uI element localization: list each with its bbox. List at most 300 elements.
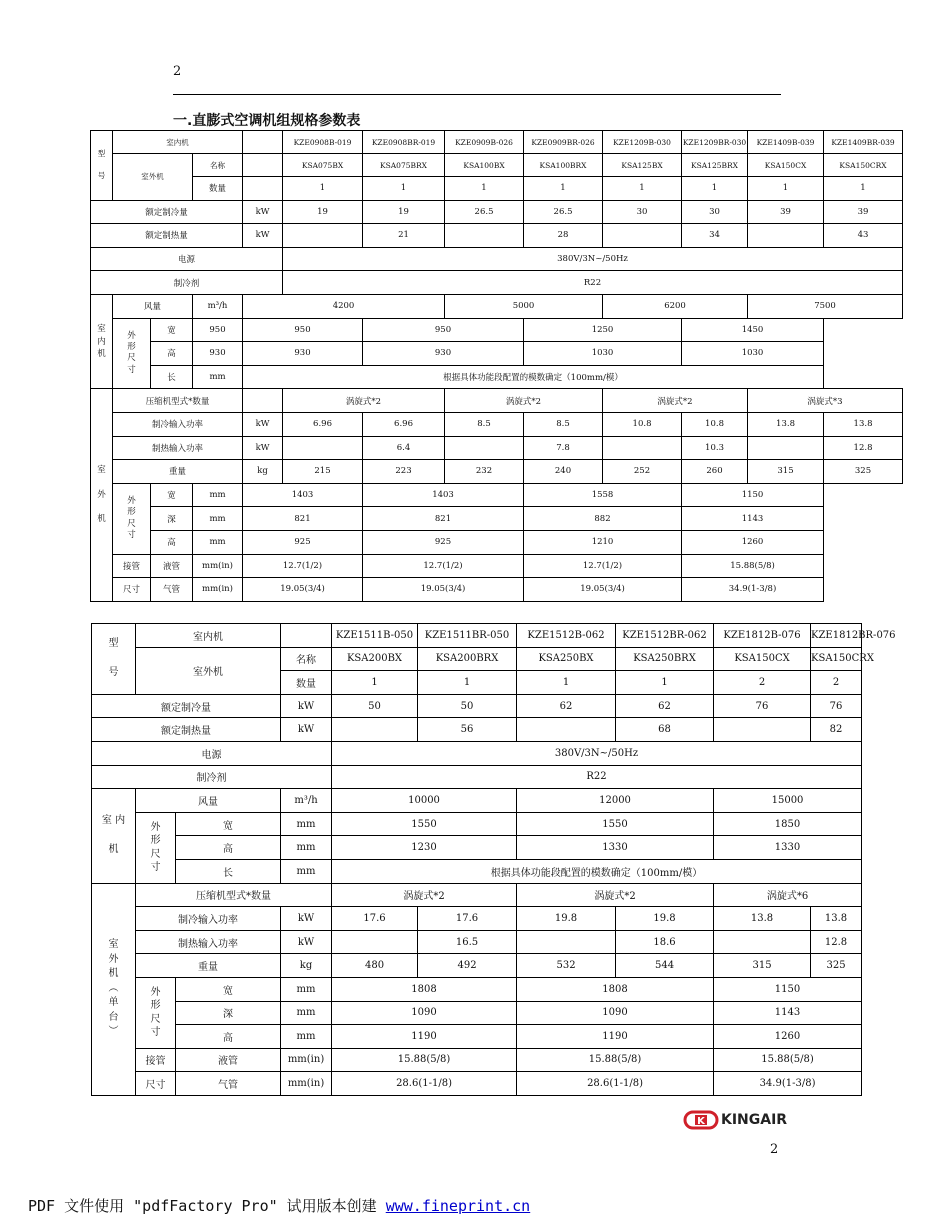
t2-compressor: 涡旋式*6 xyxy=(714,883,862,907)
row-indoor-width xyxy=(92,812,862,836)
unit-mmin: mm(in) xyxy=(281,1072,332,1096)
unit-kw: kW xyxy=(243,224,283,248)
spec-table-2 xyxy=(91,623,896,1096)
t2-airflow: 10000 xyxy=(332,789,517,813)
t2-indoor-width: 1550 xyxy=(517,812,714,836)
t2-length-note: 根据具体功能段配置的模数确定（100mm/模） xyxy=(332,859,862,883)
blank-cell xyxy=(281,624,332,648)
t2-cooling-input: 19.8 xyxy=(616,907,714,931)
t2-gas-pipe: 34.9(1-3/8) xyxy=(714,1072,862,1096)
t1-liquid-pipe: 12.7(1/2) xyxy=(363,554,524,578)
t1-gas-pipe: 19.05(3/4) xyxy=(363,578,524,602)
t1-heating: 34 xyxy=(682,224,748,248)
outdoor-single-section-label: 室 外 机 ︵ 单 台 ︶ xyxy=(92,883,136,1095)
blank-cell xyxy=(243,177,283,201)
unit-kg: kg xyxy=(281,954,332,978)
row-indoor-height xyxy=(92,836,862,860)
t2-airflow: 15000 xyxy=(714,789,862,813)
row-indoor-width xyxy=(91,318,903,342)
depth-label: 深 xyxy=(176,1001,281,1025)
t1-outdoor-width: 1403 xyxy=(363,483,524,507)
t1-heating-input: 7.8 xyxy=(524,436,603,460)
t1-indoor-model: KZE0909BR-026 xyxy=(524,131,603,154)
t1-outdoor-name: KSA125BX xyxy=(603,154,682,177)
page-title: 一.直膨式空调机组规格参数表 xyxy=(173,113,361,129)
t1-indoor-model: KZE1409BR-039 xyxy=(824,131,903,154)
compressor-label: 压缩机型式*数量 xyxy=(136,883,332,907)
row-outdoor-width xyxy=(91,483,903,507)
t2-quantity: 1 xyxy=(517,671,616,695)
unit-kw: kW xyxy=(281,694,332,718)
t2-outdoor-depth: 1143 xyxy=(714,1001,862,1025)
t2-indoor-model: KZE1511BR-050 xyxy=(418,624,517,648)
t1-cooling-input: 10.8 xyxy=(603,412,682,436)
unit-mm: mm xyxy=(281,859,332,883)
t1-outdoor-width: 1150 xyxy=(682,483,824,507)
row-quantity xyxy=(91,177,903,201)
spec-table-1 xyxy=(90,130,903,602)
length-label: 长 xyxy=(151,365,193,389)
t2-heating: 56 xyxy=(418,718,517,742)
t1-cooling-input: 8.5 xyxy=(445,412,524,436)
t1-quantity: 1 xyxy=(524,177,603,201)
t1-cooling: 39 xyxy=(748,200,824,224)
row-heating xyxy=(92,718,862,742)
power-label: 电源 xyxy=(92,741,332,765)
t1-gas-pipe: 19.05(3/4) xyxy=(243,578,363,602)
blank-cell xyxy=(445,224,524,248)
unit-kw: kW xyxy=(243,200,283,224)
t1-outdoor-name: KSA150CX xyxy=(748,154,824,177)
name-label: 名称 xyxy=(281,647,332,671)
t1-cooling-input: 6.96 xyxy=(283,412,363,436)
t2-quantity: 1 xyxy=(616,671,714,695)
t2-heating: 68 xyxy=(616,718,714,742)
t1-indoor-height: 930 xyxy=(243,342,363,366)
row-refrigerant xyxy=(92,765,862,789)
t1-indoor-height: 930 xyxy=(363,342,524,366)
t1-outdoor-name: KSA150CRX xyxy=(824,154,903,177)
t2-cooling: 62 xyxy=(517,694,616,718)
heating-capacity-label: 额定制热量 xyxy=(92,718,281,742)
cooling-capacity-label: 额定制冷量 xyxy=(92,694,281,718)
t2-weight: 544 xyxy=(616,954,714,978)
t2-compressor: 涡旋式*2 xyxy=(517,883,714,907)
unit-kw: kW xyxy=(281,718,332,742)
t1-cooling: 19 xyxy=(283,200,363,224)
t2-weight: 325 xyxy=(811,954,862,978)
airflow-label: 风量 xyxy=(136,789,281,813)
t1-weight: 260 xyxy=(682,460,748,484)
row-compressor xyxy=(92,883,862,907)
quantity-label: 数量 xyxy=(193,177,243,201)
logo-text: KINGAIR xyxy=(721,1112,788,1128)
power-label: 电源 xyxy=(91,247,283,271)
blank-cell xyxy=(714,930,811,954)
row-compressor xyxy=(91,389,903,413)
blank-cell xyxy=(445,436,524,460)
blank-cell xyxy=(243,154,283,177)
t2-cooling-input: 13.8 xyxy=(811,907,862,931)
t2-gas-pipe: 28.6(1-1/8) xyxy=(332,1072,517,1096)
t2-cooling: 76 xyxy=(714,694,811,718)
t2-heating-input: 12.8 xyxy=(811,930,862,954)
row-indoor-length xyxy=(91,365,903,389)
indoor-unit-label: 室内机 xyxy=(136,624,281,648)
row-airflow xyxy=(92,789,862,813)
row-heating-input xyxy=(91,436,903,460)
width-label: 宽 xyxy=(151,318,193,342)
unit-mmin: mm(in) xyxy=(193,554,243,578)
t2-indoor-height: 1330 xyxy=(714,836,862,860)
page-number-bottom: 2 xyxy=(770,1142,779,1157)
unit-mm: mm xyxy=(281,836,332,860)
t2-heating: 82 xyxy=(811,718,862,742)
blank-cell xyxy=(517,930,616,954)
page-number-top: 2 xyxy=(173,64,182,79)
blank-cell xyxy=(714,718,811,742)
t1-quantity: 1 xyxy=(283,177,363,201)
t1-heating-input: 6.4 xyxy=(363,436,445,460)
row-cooling xyxy=(92,694,862,718)
heating-capacity-label: 额定制热量 xyxy=(91,224,243,248)
t2-cooling: 76 xyxy=(811,694,862,718)
kingair-emblem-icon xyxy=(684,1110,718,1130)
model-label: 型 号 xyxy=(92,624,136,695)
t1-airflow: 7500 xyxy=(748,294,903,318)
row-indoor-height xyxy=(91,342,903,366)
cooling-input-label: 制冷输入功率 xyxy=(136,907,281,931)
t2-outdoor-name: KSA200BRX xyxy=(418,647,517,671)
dims-label: 外形尺寸 xyxy=(113,318,151,389)
t1-refrigerant: R22 xyxy=(283,271,903,295)
gas-pipe-label: 气管 xyxy=(176,1072,281,1096)
liquid-pipe-label: 液管 xyxy=(176,1048,281,1072)
t1-outdoor-name: KSA125BRX xyxy=(682,154,748,177)
row-liquid-pipe xyxy=(91,554,903,578)
t2-cooling-input: 17.6 xyxy=(332,907,418,931)
t1-outdoor-depth: 882 xyxy=(524,507,682,531)
t2-indoor-model: KZE1512B-062 xyxy=(517,624,616,648)
t2-weight: 315 xyxy=(714,954,811,978)
t1-outdoor-depth: 821 xyxy=(243,507,363,531)
blank-cell xyxy=(603,436,682,460)
blank-cell xyxy=(517,718,616,742)
pipe-connect-label: 接管 xyxy=(113,554,151,578)
row-cooling-input xyxy=(92,907,862,931)
t1-cooling-input: 10.8 xyxy=(682,412,748,436)
weight-label: 重量 xyxy=(136,954,281,978)
t1-indoor-width: 1450 xyxy=(682,318,824,342)
unit-mm: mm xyxy=(193,530,243,554)
row-outdoor-width xyxy=(92,977,862,1001)
pipe-connect-label: 接管 xyxy=(136,1048,176,1072)
t1-cooling: 26.5 xyxy=(445,200,524,224)
t1-indoor-height: 930 xyxy=(193,342,243,366)
t1-power: 380V/3N~/50Hz xyxy=(283,247,903,271)
t1-heating: 21 xyxy=(363,224,445,248)
t2-heating-input: 16.5 xyxy=(418,930,517,954)
row-power xyxy=(91,247,903,271)
row-cooling-input xyxy=(91,412,903,436)
t1-quantity: 1 xyxy=(363,177,445,201)
t1-weight: 252 xyxy=(603,460,682,484)
t1-outdoor-depth: 1143 xyxy=(682,507,824,531)
pipe-size-label: 尺寸 xyxy=(136,1072,176,1096)
t1-indoor-model: KZE0909B-026 xyxy=(445,131,524,154)
t1-weight: 223 xyxy=(363,460,445,484)
heating-input-label: 制热输入功率 xyxy=(136,930,281,954)
t2-liquid-pipe: 15.88(5/8) xyxy=(332,1048,517,1072)
indoor-section-label: 室 内 机 xyxy=(91,294,113,388)
t1-compressor: 涡旋式*2 xyxy=(603,389,748,413)
t1-indoor-model: KZE1209BR-030 xyxy=(682,131,748,154)
t2-indoor-width: 1850 xyxy=(714,812,862,836)
row-indoor-model xyxy=(92,624,862,648)
width-label: 宽 xyxy=(176,812,281,836)
t1-indoor-model: KZE1209B-030 xyxy=(603,131,682,154)
height-label: 高 xyxy=(151,342,193,366)
row-outdoor-height xyxy=(91,530,903,554)
blank-cell xyxy=(603,224,682,248)
t1-weight: 215 xyxy=(283,460,363,484)
t2-outdoor-name: KSA250BRX xyxy=(616,647,714,671)
t1-indoor-model: KZE1409B-039 xyxy=(748,131,824,154)
t1-liquid-pipe: 12.7(1/2) xyxy=(243,554,363,578)
t2-power: 380V/3N~/50Hz xyxy=(332,741,862,765)
pdf-footer xyxy=(28,1195,530,1216)
row-power xyxy=(92,741,862,765)
t2-quantity: 1 xyxy=(332,671,418,695)
t1-indoor-width: 950 xyxy=(193,318,243,342)
t1-airflow: 6200 xyxy=(603,294,748,318)
t2-outdoor-width: 1150 xyxy=(714,977,862,1001)
depth-label: 深 xyxy=(151,507,193,531)
t1-quantity: 1 xyxy=(824,177,903,201)
t1-cooling-input: 13.8 xyxy=(748,412,824,436)
compressor-label: 压缩机型式*数量 xyxy=(113,389,243,413)
unit-mmin: mm(in) xyxy=(281,1048,332,1072)
t1-weight: 315 xyxy=(748,460,824,484)
t2-cooling-input: 19.8 xyxy=(517,907,616,931)
blank-cell xyxy=(243,131,283,154)
unit-mm: mm xyxy=(281,812,332,836)
t1-cooling: 39 xyxy=(824,200,903,224)
t1-outdoor-height: 1260 xyxy=(682,530,824,554)
weight-label: 重量 xyxy=(113,460,243,484)
t2-outdoor-name: KSA200BX xyxy=(332,647,418,671)
t1-indoor-height: 1030 xyxy=(682,342,824,366)
refrigerant-label: 制冷剂 xyxy=(91,271,283,295)
t2-indoor-model: KZE1512BR-062 xyxy=(616,624,714,648)
row-gas-pipe xyxy=(92,1072,862,1096)
height-label: 高 xyxy=(176,1025,281,1049)
t2-cooling: 62 xyxy=(616,694,714,718)
model-label: 型 号 xyxy=(91,131,113,201)
dims-label: 外形尺寸 xyxy=(113,483,151,554)
t1-quantity: 1 xyxy=(603,177,682,201)
t2-outdoor-width: 1808 xyxy=(517,977,714,1001)
t1-outdoor-height: 925 xyxy=(363,530,524,554)
t1-quantity: 1 xyxy=(748,177,824,201)
t1-cooling: 19 xyxy=(363,200,445,224)
pipe-size-label: 尺寸 xyxy=(113,578,151,602)
t1-cooling-input: 8.5 xyxy=(524,412,603,436)
row-weight xyxy=(92,954,862,978)
t2-quantity: 1 xyxy=(418,671,517,695)
footer-link[interactable]: www.fineprint.cn xyxy=(385,1197,531,1215)
t1-indoor-width: 950 xyxy=(363,318,524,342)
length-label: 长 xyxy=(176,859,281,883)
row-outdoor-depth xyxy=(92,1001,862,1025)
row-heating xyxy=(91,224,903,248)
t1-indoor-model: KZE0908BR-019 xyxy=(363,131,445,154)
blank-cell xyxy=(283,436,363,460)
t2-indoor-model: KZE1511B-050 xyxy=(332,624,418,648)
row-gas-pipe xyxy=(91,578,903,602)
outdoor-section-label: 室 外 机 xyxy=(91,389,113,601)
t1-outdoor-height: 1210 xyxy=(524,530,682,554)
header-rule xyxy=(173,94,781,95)
t1-outdoor-height: 925 xyxy=(243,530,363,554)
name-label: 名称 xyxy=(193,154,243,177)
unit-mm: mm xyxy=(193,483,243,507)
t2-cooling: 50 xyxy=(418,694,517,718)
unit-mm: mm xyxy=(193,507,243,531)
blank-cell xyxy=(283,224,363,248)
row-airflow xyxy=(91,294,903,318)
svg-text:K: K xyxy=(697,1116,705,1127)
t1-outdoor-name: KSA100BRX xyxy=(524,154,603,177)
unit-mm: mm xyxy=(193,365,243,389)
t2-outdoor-depth: 1090 xyxy=(517,1001,714,1025)
cooling-input-label: 制冷输入功率 xyxy=(113,412,243,436)
blank-cell xyxy=(748,436,824,460)
unit-mmin: mm(in) xyxy=(193,578,243,602)
t1-weight: 240 xyxy=(524,460,603,484)
t2-outdoor-height: 1190 xyxy=(332,1025,517,1049)
t1-outdoor-depth: 821 xyxy=(363,507,524,531)
t1-compressor: 涡旋式*2 xyxy=(445,389,603,413)
t1-outdoor-name: KSA100BX xyxy=(445,154,524,177)
t2-outdoor-depth: 1090 xyxy=(332,1001,517,1025)
unit-mm: mm xyxy=(281,1001,332,1025)
t2-gas-pipe: 28.6(1-1/8) xyxy=(517,1072,714,1096)
gas-pipe-label: 气管 xyxy=(151,578,193,602)
t1-gas-pipe: 34.9(1-3/8) xyxy=(682,578,824,602)
airflow-label: 风量 xyxy=(113,294,193,318)
t1-heating: 43 xyxy=(824,224,903,248)
t2-heating-input: 18.6 xyxy=(616,930,714,954)
width-label: 宽 xyxy=(176,977,281,1001)
t2-quantity: 2 xyxy=(714,671,811,695)
row-cooling xyxy=(91,200,903,224)
t2-outdoor-width: 1808 xyxy=(332,977,517,1001)
t1-liquid-pipe: 12.7(1/2) xyxy=(524,554,682,578)
t2-outdoor-height: 1260 xyxy=(714,1025,862,1049)
unit-kw: kW xyxy=(243,436,283,460)
t2-cooling-input: 17.6 xyxy=(418,907,517,931)
t1-cooling-input: 6.96 xyxy=(363,412,445,436)
t2-weight: 492 xyxy=(418,954,517,978)
t2-outdoor-height: 1190 xyxy=(517,1025,714,1049)
width-label: 宽 xyxy=(151,483,193,507)
row-heating-input xyxy=(92,930,862,954)
t1-heating-input: 10.3 xyxy=(682,436,748,460)
t2-cooling: 50 xyxy=(332,694,418,718)
unit-kw: kW xyxy=(281,930,332,954)
unit-mm: mm xyxy=(281,1025,332,1049)
t1-cooling: 30 xyxy=(603,200,682,224)
t1-outdoor-name: KSA075BX xyxy=(283,154,363,177)
outdoor-unit-label: 室外机 xyxy=(113,154,193,201)
blank-cell xyxy=(332,718,418,742)
t2-quantity: 2 xyxy=(811,671,862,695)
dims-label: 外形尺寸 xyxy=(136,977,176,1048)
t1-cooling: 30 xyxy=(682,200,748,224)
unit-kw: kW xyxy=(281,907,332,931)
row-weight xyxy=(91,460,903,484)
t2-weight: 480 xyxy=(332,954,418,978)
t1-quantity: 1 xyxy=(682,177,748,201)
row-indoor-model xyxy=(91,131,903,154)
t1-quantity: 1 xyxy=(445,177,524,201)
t1-cooling-input: 13.8 xyxy=(824,412,903,436)
row-outdoor-depth xyxy=(91,507,903,531)
t1-outdoor-width: 1403 xyxy=(243,483,363,507)
t2-outdoor-name: KSA150CX xyxy=(714,647,811,671)
t1-gas-pipe: 19.05(3/4) xyxy=(524,578,682,602)
unit-mm: mm xyxy=(281,977,332,1001)
t2-indoor-model: KZE1812B-076 xyxy=(714,624,811,648)
t1-outdoor-name: KSA075BRX xyxy=(363,154,445,177)
unit-airflow: m³/h xyxy=(281,789,332,813)
t2-outdoor-name: KSA150CRX xyxy=(811,647,862,671)
t1-indoor-width: 950 xyxy=(243,318,363,342)
quantity-label: 数量 xyxy=(281,671,332,695)
t2-indoor-model: KZE1812BR-076 xyxy=(811,624,862,648)
indoor-section-label: 室 内 机 xyxy=(92,789,136,883)
t1-weight: 232 xyxy=(445,460,524,484)
t1-airflow: 4200 xyxy=(243,294,445,318)
t1-heating-input: 12.8 xyxy=(824,436,903,460)
indoor-unit-label: 室内机 xyxy=(113,131,243,154)
outdoor-unit-label: 室外机 xyxy=(136,647,281,694)
t1-compressor: 涡旋式*3 xyxy=(748,389,903,413)
height-label: 高 xyxy=(151,530,193,554)
t1-indoor-height: 1030 xyxy=(524,342,682,366)
row-outdoor-height xyxy=(92,1025,862,1049)
t2-liquid-pipe: 15.88(5/8) xyxy=(517,1048,714,1072)
height-label: 高 xyxy=(176,836,281,860)
unit-airflow: m³/h xyxy=(193,294,243,318)
unit-kg: kg xyxy=(243,460,283,484)
liquid-pipe-label: 液管 xyxy=(151,554,193,578)
footer-text: PDF 文件使用 "pdfFactory Pro" 试用版本创建 xyxy=(28,1197,386,1215)
kingair-logo xyxy=(684,1110,787,1130)
t1-liquid-pipe: 15.88(5/8) xyxy=(682,554,824,578)
t1-length-note: 根据具体功能段配置的模数确定（100mm/模） xyxy=(243,365,824,389)
t2-outdoor-name: KSA250BX xyxy=(517,647,616,671)
t2-indoor-height: 1230 xyxy=(332,836,517,860)
t1-cooling: 26.5 xyxy=(524,200,603,224)
blank-cell xyxy=(243,389,283,413)
heating-input-label: 制热输入功率 xyxy=(113,436,243,460)
t1-outdoor-width: 1558 xyxy=(524,483,682,507)
blank-cell xyxy=(748,224,824,248)
t2-weight: 532 xyxy=(517,954,616,978)
refrigerant-label: 制冷剂 xyxy=(92,765,332,789)
